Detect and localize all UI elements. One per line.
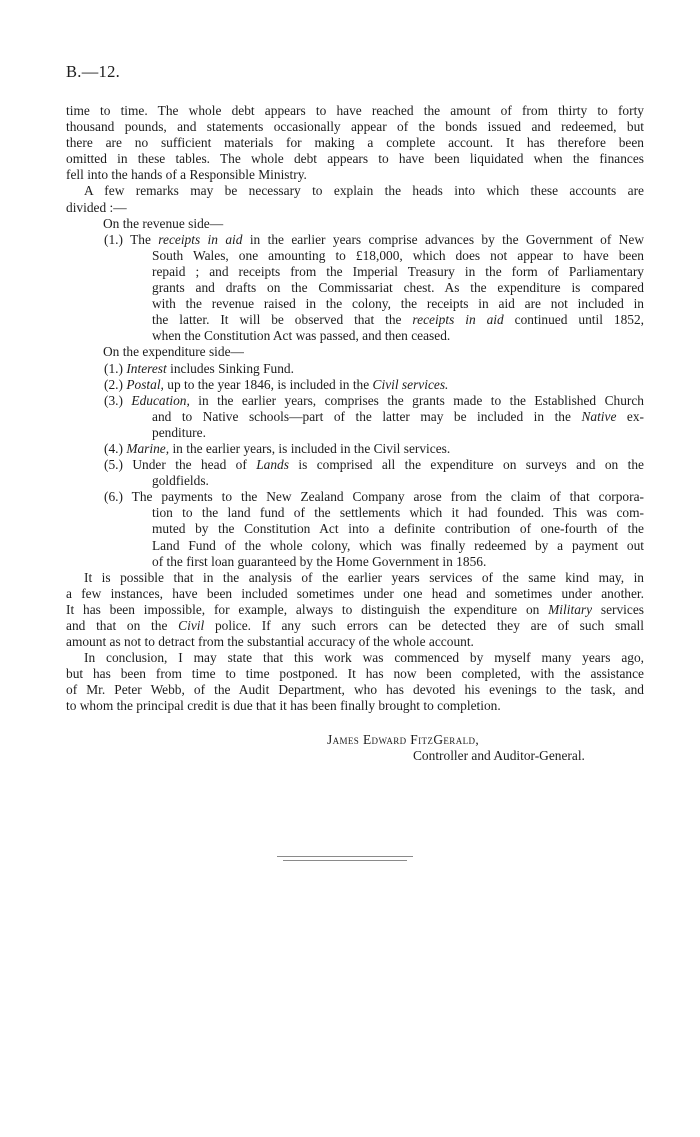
text-line: South Wales, one amounting to £18,000, which does not appear to have been <box>152 247 644 263</box>
text-line: a few instances, have been included sometimes under one head and sometimes under another. <box>66 585 644 601</box>
text-line: thousand pounds, and statements occasionally appear of the bonds issued and redeemed, but <box>66 119 644 135</box>
body-text <box>66 103 644 715</box>
expenditure-item-6: (6.) The payments to the New Zealand Company arose from the claim of that corpora- <box>104 489 644 505</box>
text-line: of the first loan guaranteed by the Home Government in 1856. <box>152 553 487 569</box>
signature-name: James Edward FitzGerald, <box>327 732 480 747</box>
text-line: fell into the hands of a Responsible Ministry. <box>66 167 307 183</box>
section-heading-revenue: On the revenue side— <box>103 215 224 231</box>
closing-rule <box>277 856 413 857</box>
expenditure-item-1: (1.) Interest includes Sinking Fund. <box>104 360 294 376</box>
text-line: In conclusion, I may state that this work was commenced by myself many years ago, <box>84 650 644 666</box>
closing-rule <box>283 860 407 861</box>
text-line: to whom the principal credit is due that it has been finally brought to completion. <box>66 698 501 714</box>
text-line: but has been from time to time postponed. It has now been completed, with the assistance <box>66 666 644 682</box>
text-line: time to time. The whole debt appears to have reached the amount of from thirty to forty <box>66 103 644 118</box>
revenue-item-1: (1.) The receipts in aid in the earlier years comprise advances by the Government of New <box>104 231 644 247</box>
text-line: penditure. <box>152 424 206 440</box>
text-line: and to Native schools—part of the latter may be included in the Native ex- <box>152 408 645 424</box>
item-number: (1.) <box>104 231 123 247</box>
text-line: repaid ; and receipts from the Imperial Treasury in the form of Parliamentary <box>152 263 644 279</box>
text-line: amount as not to detract from the substantial accuracy of the whole account. <box>66 634 474 650</box>
expenditure-item-5: (5.) Under the head of Lands is comprised all the expenditure on surveys and on the <box>104 457 644 473</box>
expenditure-item-3: (3.) Education, in the earlier years, comprises the grants made to the Established Church <box>104 392 644 408</box>
text-line: and that on the Civil police. If any such errors can be detected they are of such small <box>66 618 644 633</box>
text-line: divided :— <box>66 199 127 215</box>
text-line: Land Fund of the whole colony, which was finally redeemed by a payment out <box>152 537 644 553</box>
text-line: It has been impossible, for example, always to distinguish the expenditure on Military services <box>66 601 644 617</box>
text-line: when the Constitution Act was passed, and then ceased. <box>152 328 451 344</box>
expenditure-item-2: (2.) Postal, up to the year 1846, is included in the Civil services. <box>104 376 449 392</box>
text-line: tion to the land fund of the settlements which it had founded. This was com- <box>152 505 644 521</box>
text-line: It is possible that in the analysis of the earlier years services of the same kind may, in <box>84 569 644 585</box>
text-line: of Mr. Peter Webb, of the Audit Department, who has devoted his evenings to the task, and <box>66 682 644 698</box>
page-reference: B.—12. <box>66 62 121 81</box>
text-line: muted by the Constitution Act into a definite contribution of one-fourth of the <box>152 521 644 537</box>
text-line: omitted in these tables. The whole debt appears to have been liquidated when the finances <box>66 151 644 167</box>
signature-title: Controller and Auditor-General. <box>413 748 585 763</box>
text-line: goldfields. <box>152 473 209 489</box>
text-line: A few remarks may be necessary to explain the heads into which these accounts are <box>84 183 644 199</box>
text-line: there are no sufficient materials for making a complete account. It has therefore been <box>66 135 644 151</box>
text-line: with the revenue raised in the colony, the receipts in aid are not included in <box>152 296 644 312</box>
text-line: the latter. It will be observed that the receipts in aid continued until 1852, <box>152 312 644 328</box>
section-heading-expenditure: On the expenditure side— <box>103 344 244 360</box>
expenditure-item-4: (4.) Marine, in the earlier years, is included in the Civil services. <box>104 440 451 456</box>
text-line: grants and drafts on the Commissariat chest. As the expenditure is compared <box>152 280 644 296</box>
